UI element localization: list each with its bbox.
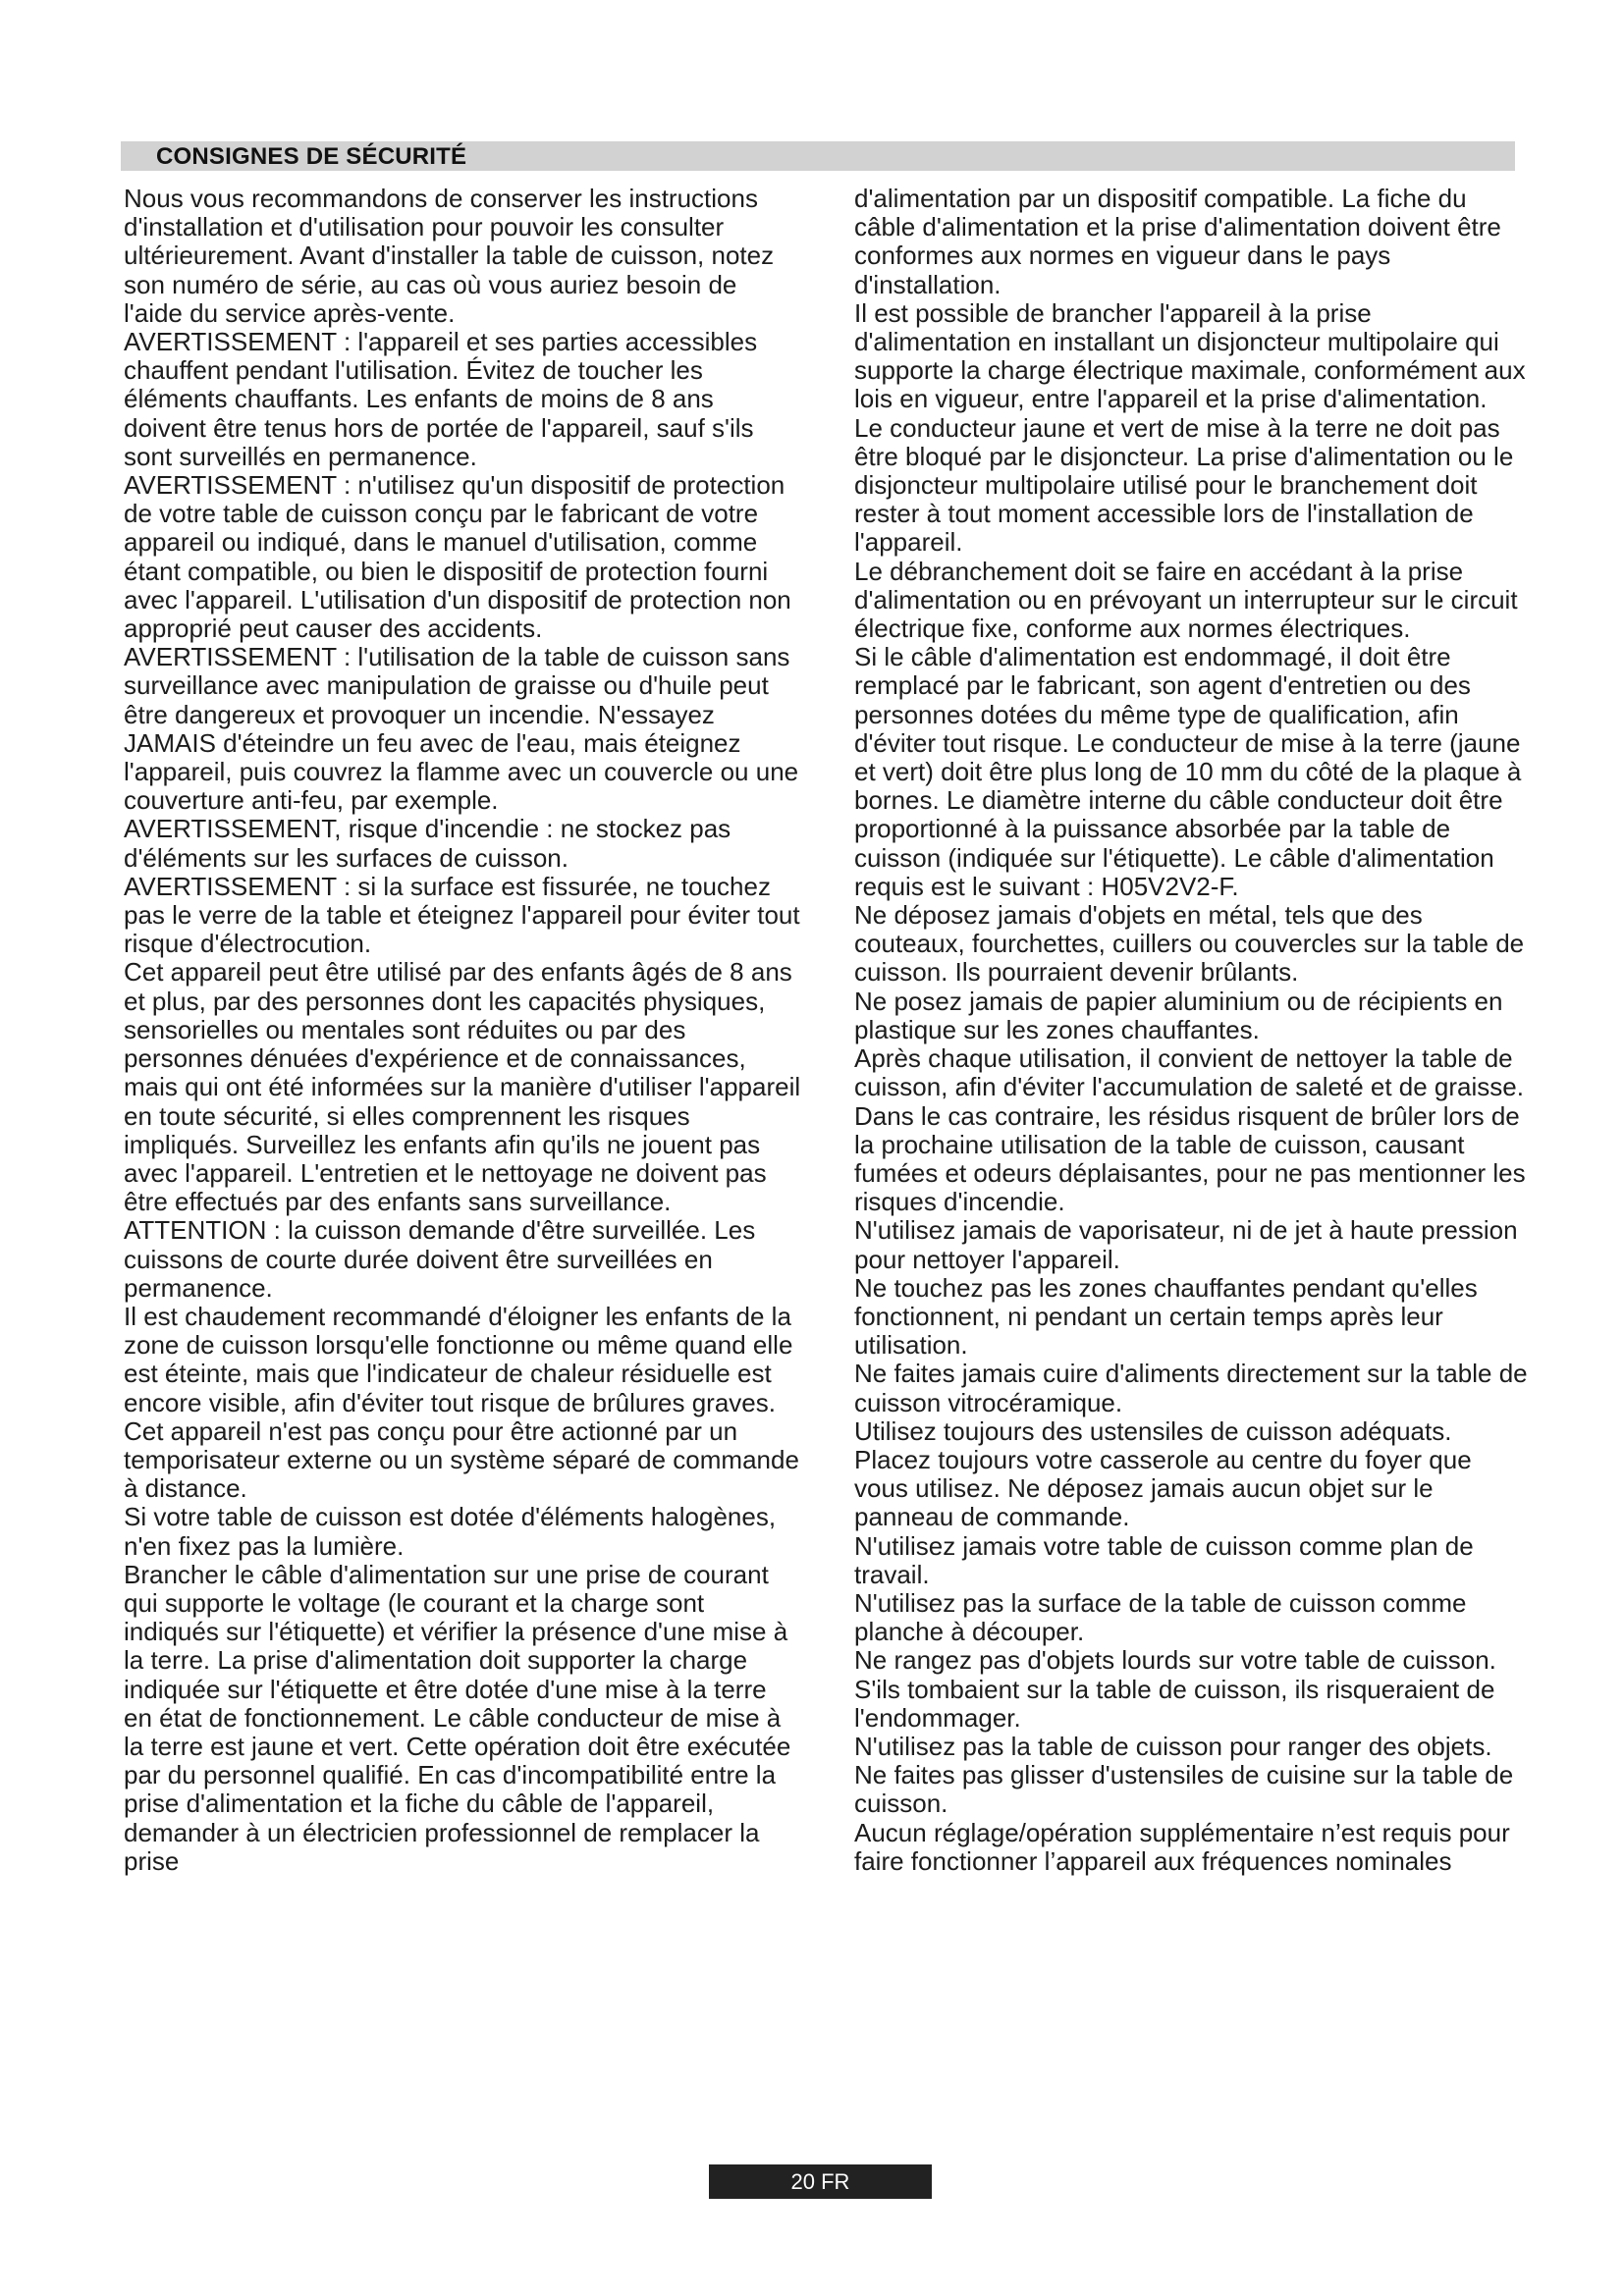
page-number-label: 20 FR <box>709 2164 932 2199</box>
paragraph: Ne rangez pas d'objets lourds sur votre table de cuisson. S'ils tombaient sur la table de cuisson, ils risqueraient de l'endommager. <box>854 1645 1496 1733</box>
paragraph: AVERTISSEMENT : l'appareil et ses parties accessibles chauffent pendant l'utilisation. Évitez de toucher les éléments chauffants. Les enfants de moins de 8 ans doivent être tenus hors de portée de l'appareil, sauf s'ils sont surveillés en permanence. <box>124 327 758 471</box>
paragraph: AVERTISSEMENT : l'utilisation de la table de cuisson sans surveillance avec manipulation de graisse ou d'huile peut être dangereux et provoquer un incendie. N'essayez JAMAIS d'éteindre un feu avec de l'eau, mais éteignez l'appareil, puis couvrez la flamme avec un couvercle ou une couverture anti-feu, par exemple. <box>124 642 799 816</box>
paragraph: Ne faites jamais cuire d'aliments directement sur la table de cuisson vitrocéramique. <box>854 1359 1528 1417</box>
paragraph: Le conducteur jaune et vert de mise à la terre ne doit pas être bloqué par le disjoncteur. La prise d'alimentation ou le disjoncteur multipolaire utilisé pour le branchement doit rester à tout moment accessible lors de l'installation de l'appareil. <box>854 412 1514 558</box>
paragraph: Le débranchement doit se faire en accédant à la prise d'alimentation ou en prévoyant un interrupteur sur le circuit électrique fixe, conforme aux normes électriques. <box>854 556 1518 644</box>
paragraph: d'alimentation par un dispositif compatible. La fiche du câble d'alimentation et la prise d'alimentation doivent être conformes aux normes en vigueur dans le pays d'installation. <box>854 184 1501 299</box>
paragraph: Si le câble d'alimentation est endommagé, il doit être remplacé par le fabricant, son agent d'entretien ou des personnes dotées du même type de qualification, afin d'éviter tout risque. Le conducteur de mise à la terre (jaune et vert) doit être plus long de 10 mm du côté de la plaque à bornes. Le diamètre interne du câble conducteur doit être proportionné à la puissance absorbée par la table de cuisson (indiquée sur l'étiquette). Le câble d'alimentation requis est le suivant : H05V2V2-F. <box>854 642 1522 901</box>
paragraph: Ne posez jamais de papier aluminium ou de récipients en plastique sur les zones chauffantes. <box>854 986 1503 1044</box>
paragraph: AVERTISSEMENT : n'utilisez qu'un dispositif de protection de votre table de cuisson conçu par le fabricant de votre appareil ou indiqué, dans le manuel d'utilisation, comme étant compatible, ou bien le dispositif de protection fourni avec l'appareil. L'utilisation d'un dispositif de protection non approprié peut causer des accidents. <box>124 470 791 644</box>
section-header-bar <box>121 141 1515 171</box>
paragraph: N'utilisez pas la table de cuisson pour ranger des objets. <box>854 1731 1492 1761</box>
paragraph: Cet appareil n'est pas conçu pour être actionné par un temporisateur externe ou un système séparé de commande à distance. <box>124 1415 799 1504</box>
paragraph: ATTENTION : la cuisson demande d'être surveillée. Les cuissons de courte durée doivent être surveillées en permanence. <box>124 1215 756 1303</box>
paragraph: Ne déposez jamais d'objets en métal, tels que des couteaux, fourchettes, cuillers ou couvercles sur la table de cuisson. Ils pourraient devenir brûlants. <box>854 900 1525 988</box>
paragraph: Après chaque utilisation, il convient de nettoyer la table de cuisson, afin d'éviter l'accumulation de saleté et de graisse. Dans le cas contraire, les résidus risquent de brûler lors de la prochaine utilisation de la table de cuisson, causant fumées et odeurs déplaisantes, pour ne pas mentionner les risques d'incendie. <box>854 1043 1526 1217</box>
paragraph: Cet appareil peut être utilisé par des enfants âgés de 8 ans et plus, par des personnes dont les capacités physiques, sensorielles ou mentales sont réduites ou par des personnes dénuées d'expérience et de connaissances, mais qui ont été informées sur la manière d'utiliser l'appareil en toute sécurité, si elles comprennent les risques impliqués. Surveillez les enfants afin qu'ils ne jouent pas avec l'appareil. L'entretien et le nettoyage ne doivent pas être effectués par des enfants sans surveillance. <box>124 957 801 1217</box>
paragraph: Placez toujours votre casserole au centre du foyer que vous utilisez. Ne déposez jamais aucun objet sur le panneau de commande. <box>854 1444 1472 1532</box>
paragraph: Si votre table de cuisson est dotée d'éléments halogènes, n'en fixez pas la lumière. <box>124 1502 777 1561</box>
paragraph: N'utilisez pas la surface de la table de cuisson comme planche à découper. <box>854 1587 1467 1647</box>
paragraph: Il est chaudement recommandé d'éloigner les enfants de la zone de cuisson lorsqu'elle fonctionne ou même quand elle est éteinte, mais que l'indicateur de chaleur résiduelle est encore visible, afin d'éviter tout risque de brûlures graves. <box>124 1301 793 1417</box>
section-title: CONSIGNES DE SÉCURITÉ <box>156 143 467 170</box>
paragraph: Ne touchez pas les zones chauffantes pendant qu'elles fonctionnent, ni pendant un certain temps après leur utilisation. <box>854 1272 1478 1361</box>
paragraph: Il est possible de brancher l'appareil à la prise d'alimentation en installant un disjoncteur multipolaire qui supporte la charge électrique maximale, conformément aux lois en vigueur, entre l'appareil et la prise d'alimentation. <box>854 297 1526 414</box>
paragraph: AVERTISSEMENT, risque d'incendie : ne stockez pas d'éléments sur les surfaces de cuisson. <box>124 814 731 873</box>
paragraph: Nous vous recommandons de conserver les instructions d'installation et d'utilisation pour pouvoir les consulter ultérieurement. Avant d'installer la table de cuisson, notez son numéro de série, au cas où vous auriez besoin de l'aide du service après-vente. <box>124 184 775 328</box>
right-column <box>854 185 1532 1876</box>
paragraph: N'utilisez jamais votre table de cuisson comme plan de travail. <box>854 1530 1474 1589</box>
left-column <box>124 185 801 1876</box>
paragraph: Aucun réglage/opération supplémentaire n’est requis pour faire fonctionner l’appareil aux fréquences nominales <box>854 1817 1510 1876</box>
paragraph: AVERTISSEMENT : si la surface est fissurée, ne touchez pas le verre de la table et éteignez l'appareil pour éviter tout risque d'électrocution. <box>124 871 800 959</box>
paragraph: Brancher le câble d'alimentation sur une prise de courant qui supporte le voltage (le courant et la charge sont indiqués sur l'étiquette) et vérifier la présence d'une mise à la terre. La prise d'alimentation doit supporter la charge indiquée sur l'étiquette et être dotée d'une mise à la terre en état de fonctionnement. Le câble conducteur de mise à la terre est jaune et vert. Cette opération doit être exécutée par du personnel qualifié. En cas d'incompatibilité entre la prise d'alimentation et la fiche du câble de l'appareil, demander à un électricien professionnel de remplacer la prise <box>124 1559 791 1876</box>
paragraph: N'utilisez jamais de vaporisateur, ni de jet à haute pression pour nettoyer l'appareil. <box>854 1215 1518 1274</box>
paragraph: Utilisez toujours des ustensiles de cuisson adéquats. <box>854 1415 1452 1446</box>
paragraph: Ne faites pas glisser d'ustensiles de cuisine sur la table de cuisson. <box>854 1760 1514 1819</box>
